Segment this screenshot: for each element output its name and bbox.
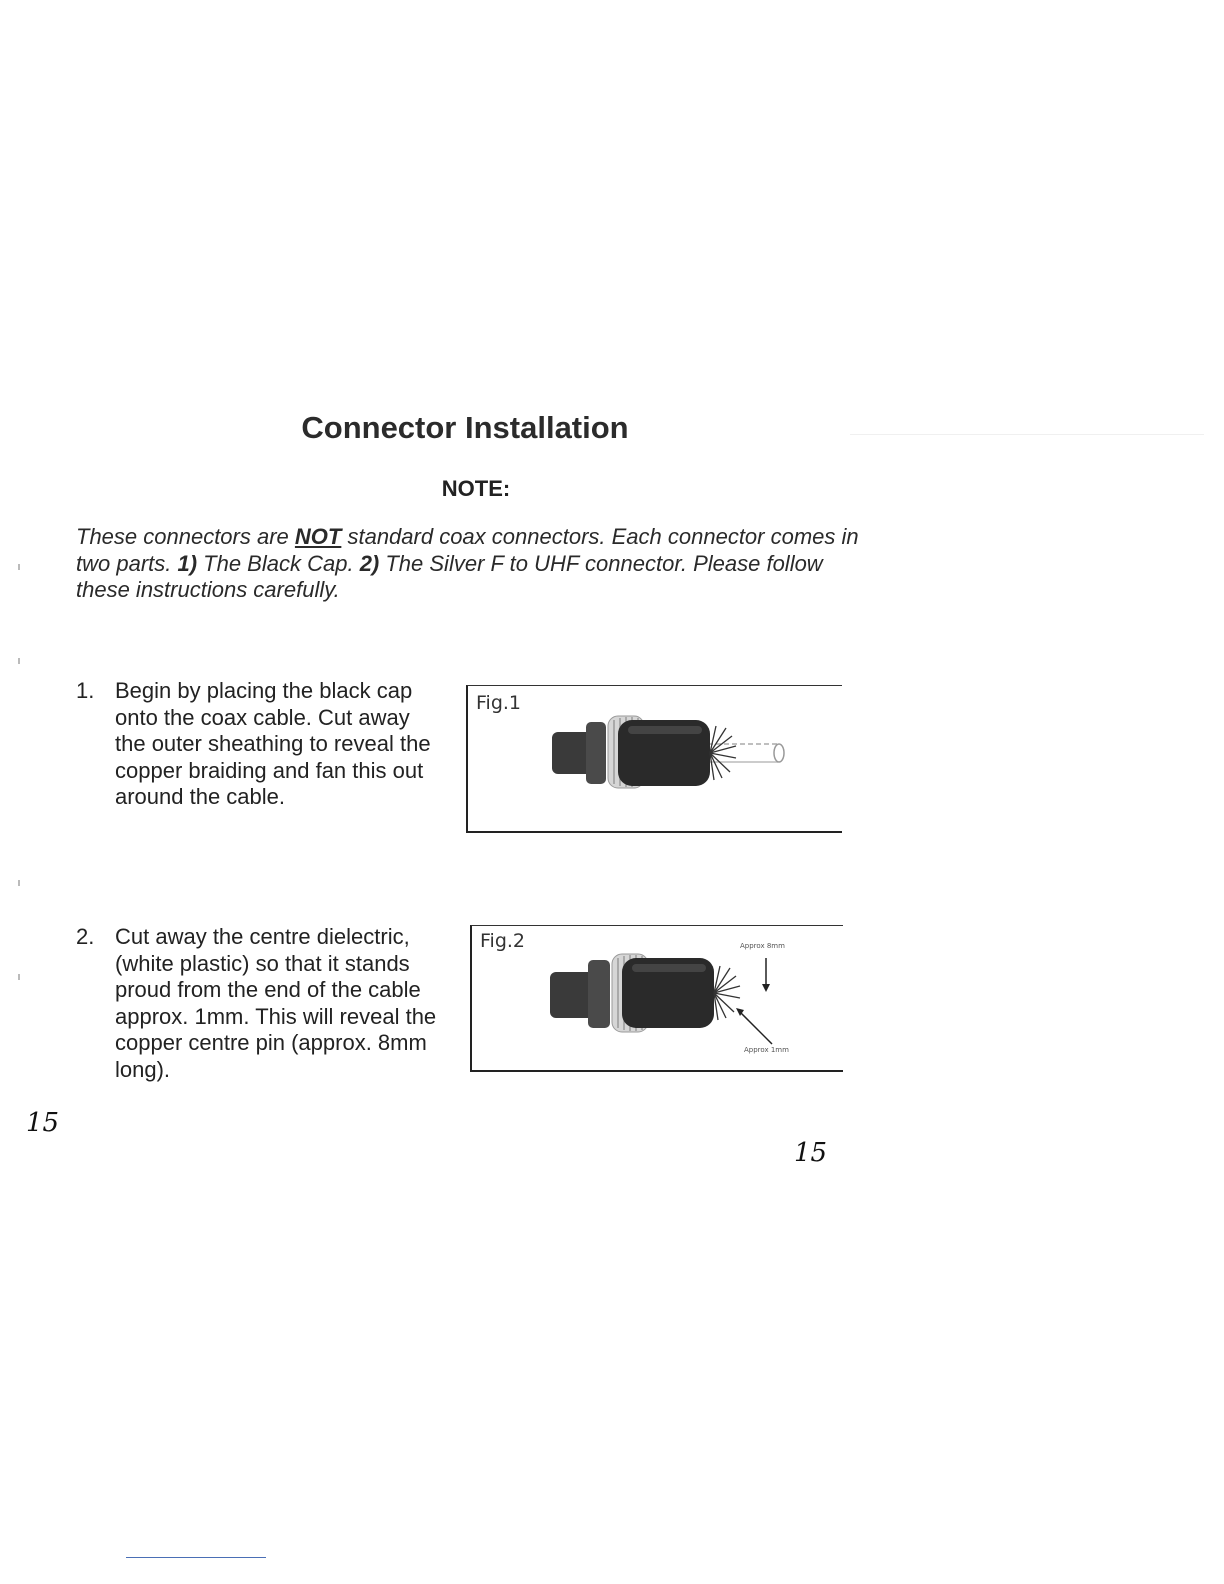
step-2 [76,924,476,1084]
step-line: onto the coax cable. Cut away [115,704,410,730]
step-line: Cut away the centre dielectric, [115,924,410,949]
coax-cable-illustration [472,926,843,1070]
figure-label: Fig.2 [480,930,526,952]
step-line: approx. 1mm. This will reveal the [115,1003,437,1029]
step-line: long). [115,1056,171,1082]
annotation-8mm: Approx 8mm [740,942,785,950]
figure-label: Fig.1 [476,692,522,714]
page-number-right: 15 [794,1138,828,1168]
intro-text-4: The Silver F to UHF connector. Please follow these instructions carefully. [76,550,823,602]
intro-text-2: standard coax connectors. Each connector comes in two parts. [76,524,859,576]
scan-artifact-line [850,434,1204,435]
note-label: NOTE: [441,476,511,501]
step-line: copper centre pin (approx. 8mm [115,1030,427,1055]
step-line: Begin by placing the black cap [115,678,413,703]
page-number-left: 15 [26,1108,60,1138]
step-line: the outer sheathing to reveal the [115,731,431,756]
scan-mark [18,974,20,980]
step-line: proud from the end of the cable [115,977,421,1002]
step-line: copper braiding and fan this out [115,757,424,783]
scan-mark [18,880,20,886]
scan-mark [18,658,20,664]
step-line: around the cable. [115,784,286,809]
figure-1 [466,685,842,833]
step-number: 1. [76,678,95,703]
page-title: Connector Installation [301,410,629,445]
intro-text-1: These connectors are [76,524,295,549]
intro-not-emphasis: NOT [294,524,342,549]
step-1 [76,678,476,818]
scan-mark [18,564,20,570]
figure-2 [470,925,843,1072]
annotation-1mm: Approx 1mm [744,1046,789,1054]
coax-cable-illustration [468,686,842,831]
intro-paragraph [76,524,866,604]
step-text [115,924,436,1083]
intro-number-1: 1) [177,550,198,576]
step-line: (white plastic) so that it stands [115,950,410,976]
step-text [115,678,431,811]
bottom-rule [126,1557,266,1558]
intro-number-2: 2) [359,550,380,576]
step-number: 2. [76,924,95,949]
intro-text-3: The Black Cap. [197,550,360,576]
